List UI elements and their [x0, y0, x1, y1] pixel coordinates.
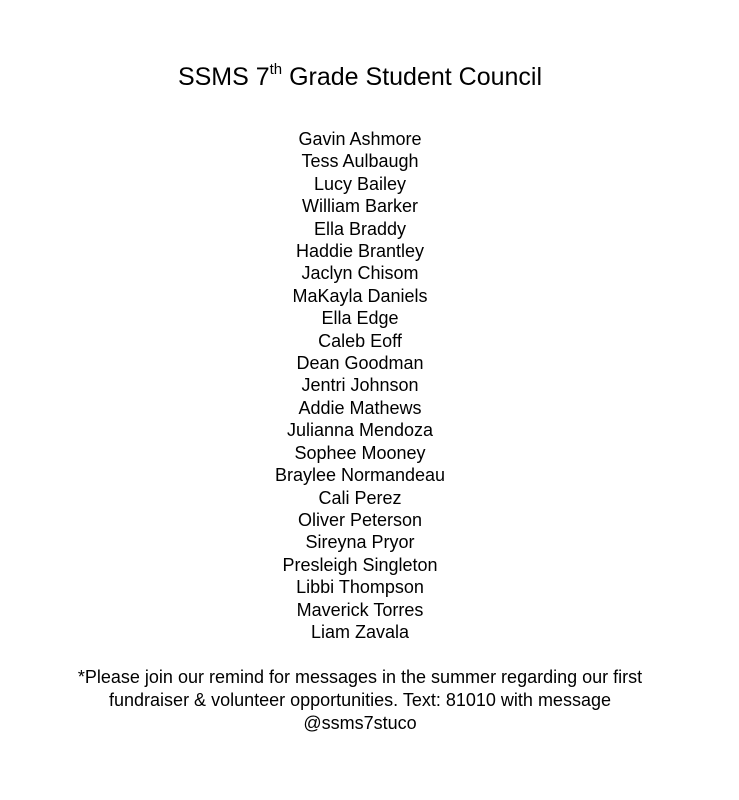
list-item: Jaclyn Chisom	[301, 263, 419, 284]
list-item: Jentri Johnson	[301, 375, 419, 396]
list-item: Ella Edge	[321, 308, 399, 329]
list-item: Libbi Thompson	[296, 577, 424, 598]
remind-note: *Please join our remind for messages in the summer regarding our first fundraiser & volunteer opportunities. Text: 81010 with message @ssms7stuco	[77, 667, 643, 733]
list-item: Ella Braddy	[313, 218, 407, 239]
title-suffix: Grade Student Council	[282, 63, 543, 91]
list-item: Oliver Peterson	[297, 509, 423, 530]
list-item: Julianna Mendoza	[286, 420, 434, 441]
list-item: Maverick Torres	[296, 599, 424, 620]
list-item: Gavin Ashmore	[298, 129, 422, 149]
title-superscript: th	[269, 60, 283, 78]
list-item: Sophee Mooney	[294, 442, 426, 463]
list-item: Addie Mathews	[298, 397, 422, 418]
list-item: Haddie Brantley	[295, 241, 425, 262]
list-item: Dean Goodman	[296, 353, 424, 374]
page-title	[0, 60, 720, 94]
list-item: Cali Perez	[318, 487, 402, 508]
list-item: Tess Aulbaugh	[301, 151, 419, 172]
member-list	[0, 128, 720, 643]
list-item: William Barker	[301, 196, 418, 217]
title-prefix: SSMS 7	[177, 63, 270, 91]
list-item: MaKayla Daniels	[292, 285, 428, 306]
list-item: Lucy Bailey	[313, 173, 407, 194]
list-item: Liam Zavala	[310, 621, 410, 642]
list-item: Sireyna Pryor	[305, 532, 415, 553]
list-item: Braylee Normandeau	[274, 465, 446, 486]
list-item: Presleigh Singleton	[282, 554, 438, 575]
list-item: Caleb Eoff	[318, 330, 402, 351]
